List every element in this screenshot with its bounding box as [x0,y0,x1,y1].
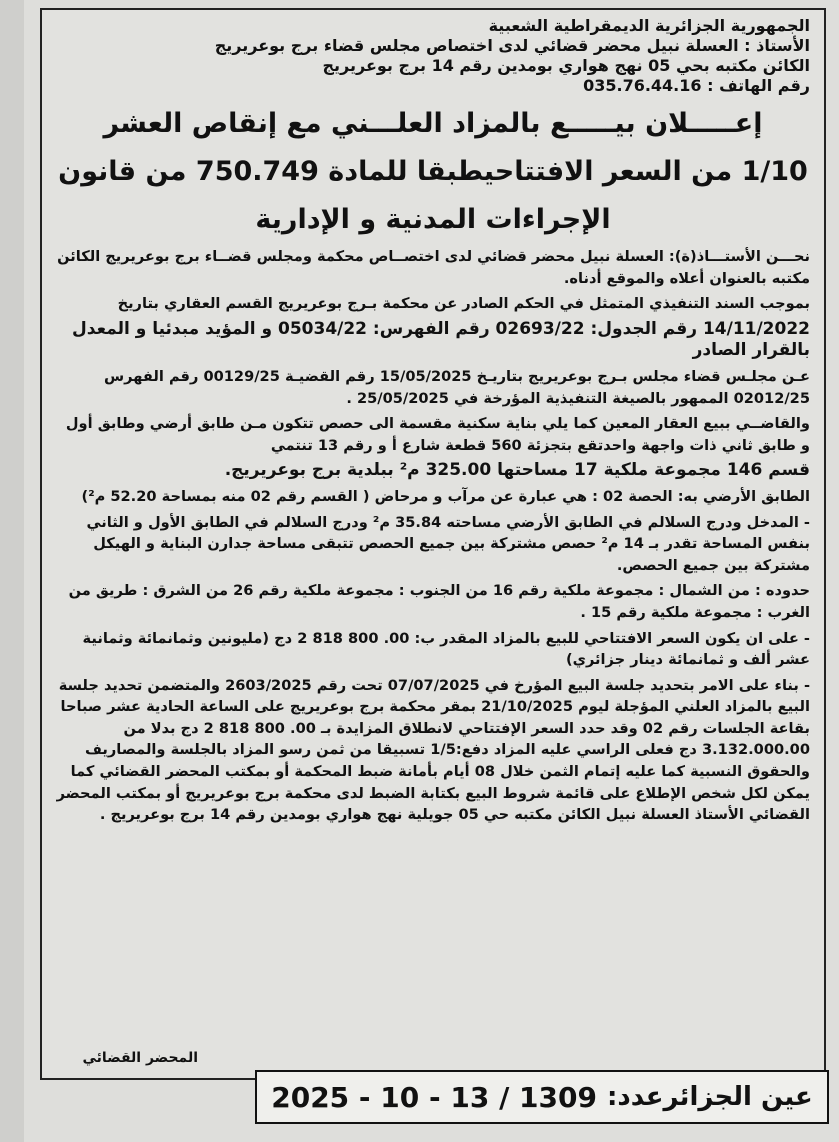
title-line-2: 1/10 من السعر الافتتاحيطبقا للمادة 750.749 من قانون [58,156,808,187]
page-margin [0,0,24,1142]
paragraph-section: قسم 146 مجموعة ملكية 17 مساحتها 325.00 م² ببلدية برج بوعريريج. [224,460,810,481]
title-line-3: الإجراءات المدنية و الإدارية [255,204,611,235]
paragraph-court-decision: عـن مجلـس قضاء مجلس بـرج بوعريريج بتاريـخ 15/05/2025 رقم القضيـة 00129/25 رقم الفهرس 02012/25 الممهور بالصيغة التنفيذية المؤرخة في 25/05/2025 . [104,367,810,407]
paragraph-property-description: والقاضــي ببيع العقار المعين كما يلي بناية سكنية مقسمة الى حصص تتكون مـن طابق أرضي وطابق أول و طابق ثاني ذات واجهة واحدتقع بتجزئة 560 قطعة شارع أ و رقم 13 تنتمي [65,415,810,454]
title-line-1: إعـــــلان بيـــــع بالمزاد العلـــني مع إنقاص العشر [103,108,763,139]
paragraph-ground-floor: الطابق الأرضي به: الحصة 02 : هي عبارة عن مرآب و مرحاض ( القسم رقم 02 منه بمساحة 52.20 م²) [81,487,810,505]
footer-issue-ref: 2025 - 10 - 13 / 1309 [271,1080,597,1114]
publication-footer [255,1070,829,1124]
paragraph-opening-price: - على ان يكون السعر الافتتاحي للبيع بالمزاد المقدر ب: 00. 800 818 2 دج (مليونين وثمانمائة وثمانية عشر ألف و ثمانمائة دينار جزائري) [82,629,810,669]
paragraph-intro: نحـــن الأستـــاذ(ة): العسلة نبيل محضر قضائي لدى اختصــاص محكمة ومجلس قضــاء برج بوعريريج الكائن مكتبه بالعنوان أعلاه والموقع أدناه. [57,248,810,287]
announcement-body [56,246,810,826]
announcement-frame [40,8,826,1080]
header-line-bailiff: الأستاذ : العسلة نبيل محضر قضائي لدى اختصاص مجلس قضاء برج بوعريريج [214,36,810,55]
footer-label: عين الجزائرعدد: [606,1082,813,1112]
announcement-content [42,10,824,826]
paragraph-executive-title: بموجب السند التنفيذي المتمثل في الحكم الصادر عن محكمة بـرج بوعريريج القسم العقاري بتاريخ [117,295,810,313]
paragraph-judgment-ref: 14/11/2022 رقم الجدول: 02693/22 رقم الفهرس: 05034/22 و المؤيد مبدئيا و المعدل بالقرار الصادر [72,318,810,361]
signature-label: المحضر القضائي [82,1050,198,1066]
paragraph-boundaries: حدوده : من الشمال : مجموعة ملكية رقم 16 من الجنوب : مجموعة ملكية رقم 26 من الشرق : طريق من الغرب : مجموعة ملكية رقم 15 . [68,582,810,621]
paragraph-common-parts: - المدخل ودرج السلالم في الطابق الأرضي مساحته 35.84 م² ودرج السلالم في الطابق الأول و الثاني بنفس المساحة تقدر بـ 14 م² حصص مشتركة بين جميع الحصص تتبقى مساحة جدارن البناية و الهيكل مشتركة بين جميع الحصص. [86,513,810,574]
header-phone: رقم الهاتف : 035.76.44.16 [583,76,810,95]
header-line-address: الكائن مكتبه بحي 05 نهج هواري بومدين رقم 14 برج بوعريريج [322,56,810,75]
header-line-republic: الجمهورية الجزائرية الديمقراطية الشعبية [488,16,810,35]
paragraph-sale-session: - بناء على الامر بتحديد جلسة البيع المؤرخ في 07/07/2025 تحت رقم 2603/2025 والمتضمن تحديد جلسة البيع بالمزاد العلني المؤجلة ليوم 21/10/2025 بمقر محكمة برج بوعريريج على الساعة الحادية عشر صباحا بقاعة الجلسات رقم 02 وقد حدد السعر الإفتتاحي لانطلاق المزايدة بـ 00. 800 818 2 دج بدلا من 3.132.000.00 دج فعلى الراسي عليه المزاد دفع:1/5 تسبيقا من ثمن رسو المزاد بالجلسة والمصاريف والحقوق النسبية كما عليه إتمام الثمن خلال 08 أيام بأمانة ضبط المحكمة أو بمكتب المحضر القضائي كما يمكن لكل شخص الإطلاع على قائمة شروط البيع بكتابة الضبط لدى محكمة برج بوعريريج أو بمكتب المحضر القضائي الأستاذ العسلة نبيل الكائن مكتبه حي 05 جويلية نهج هواري بومدين رقم 14 برج بوعريريج . [56,676,810,824]
